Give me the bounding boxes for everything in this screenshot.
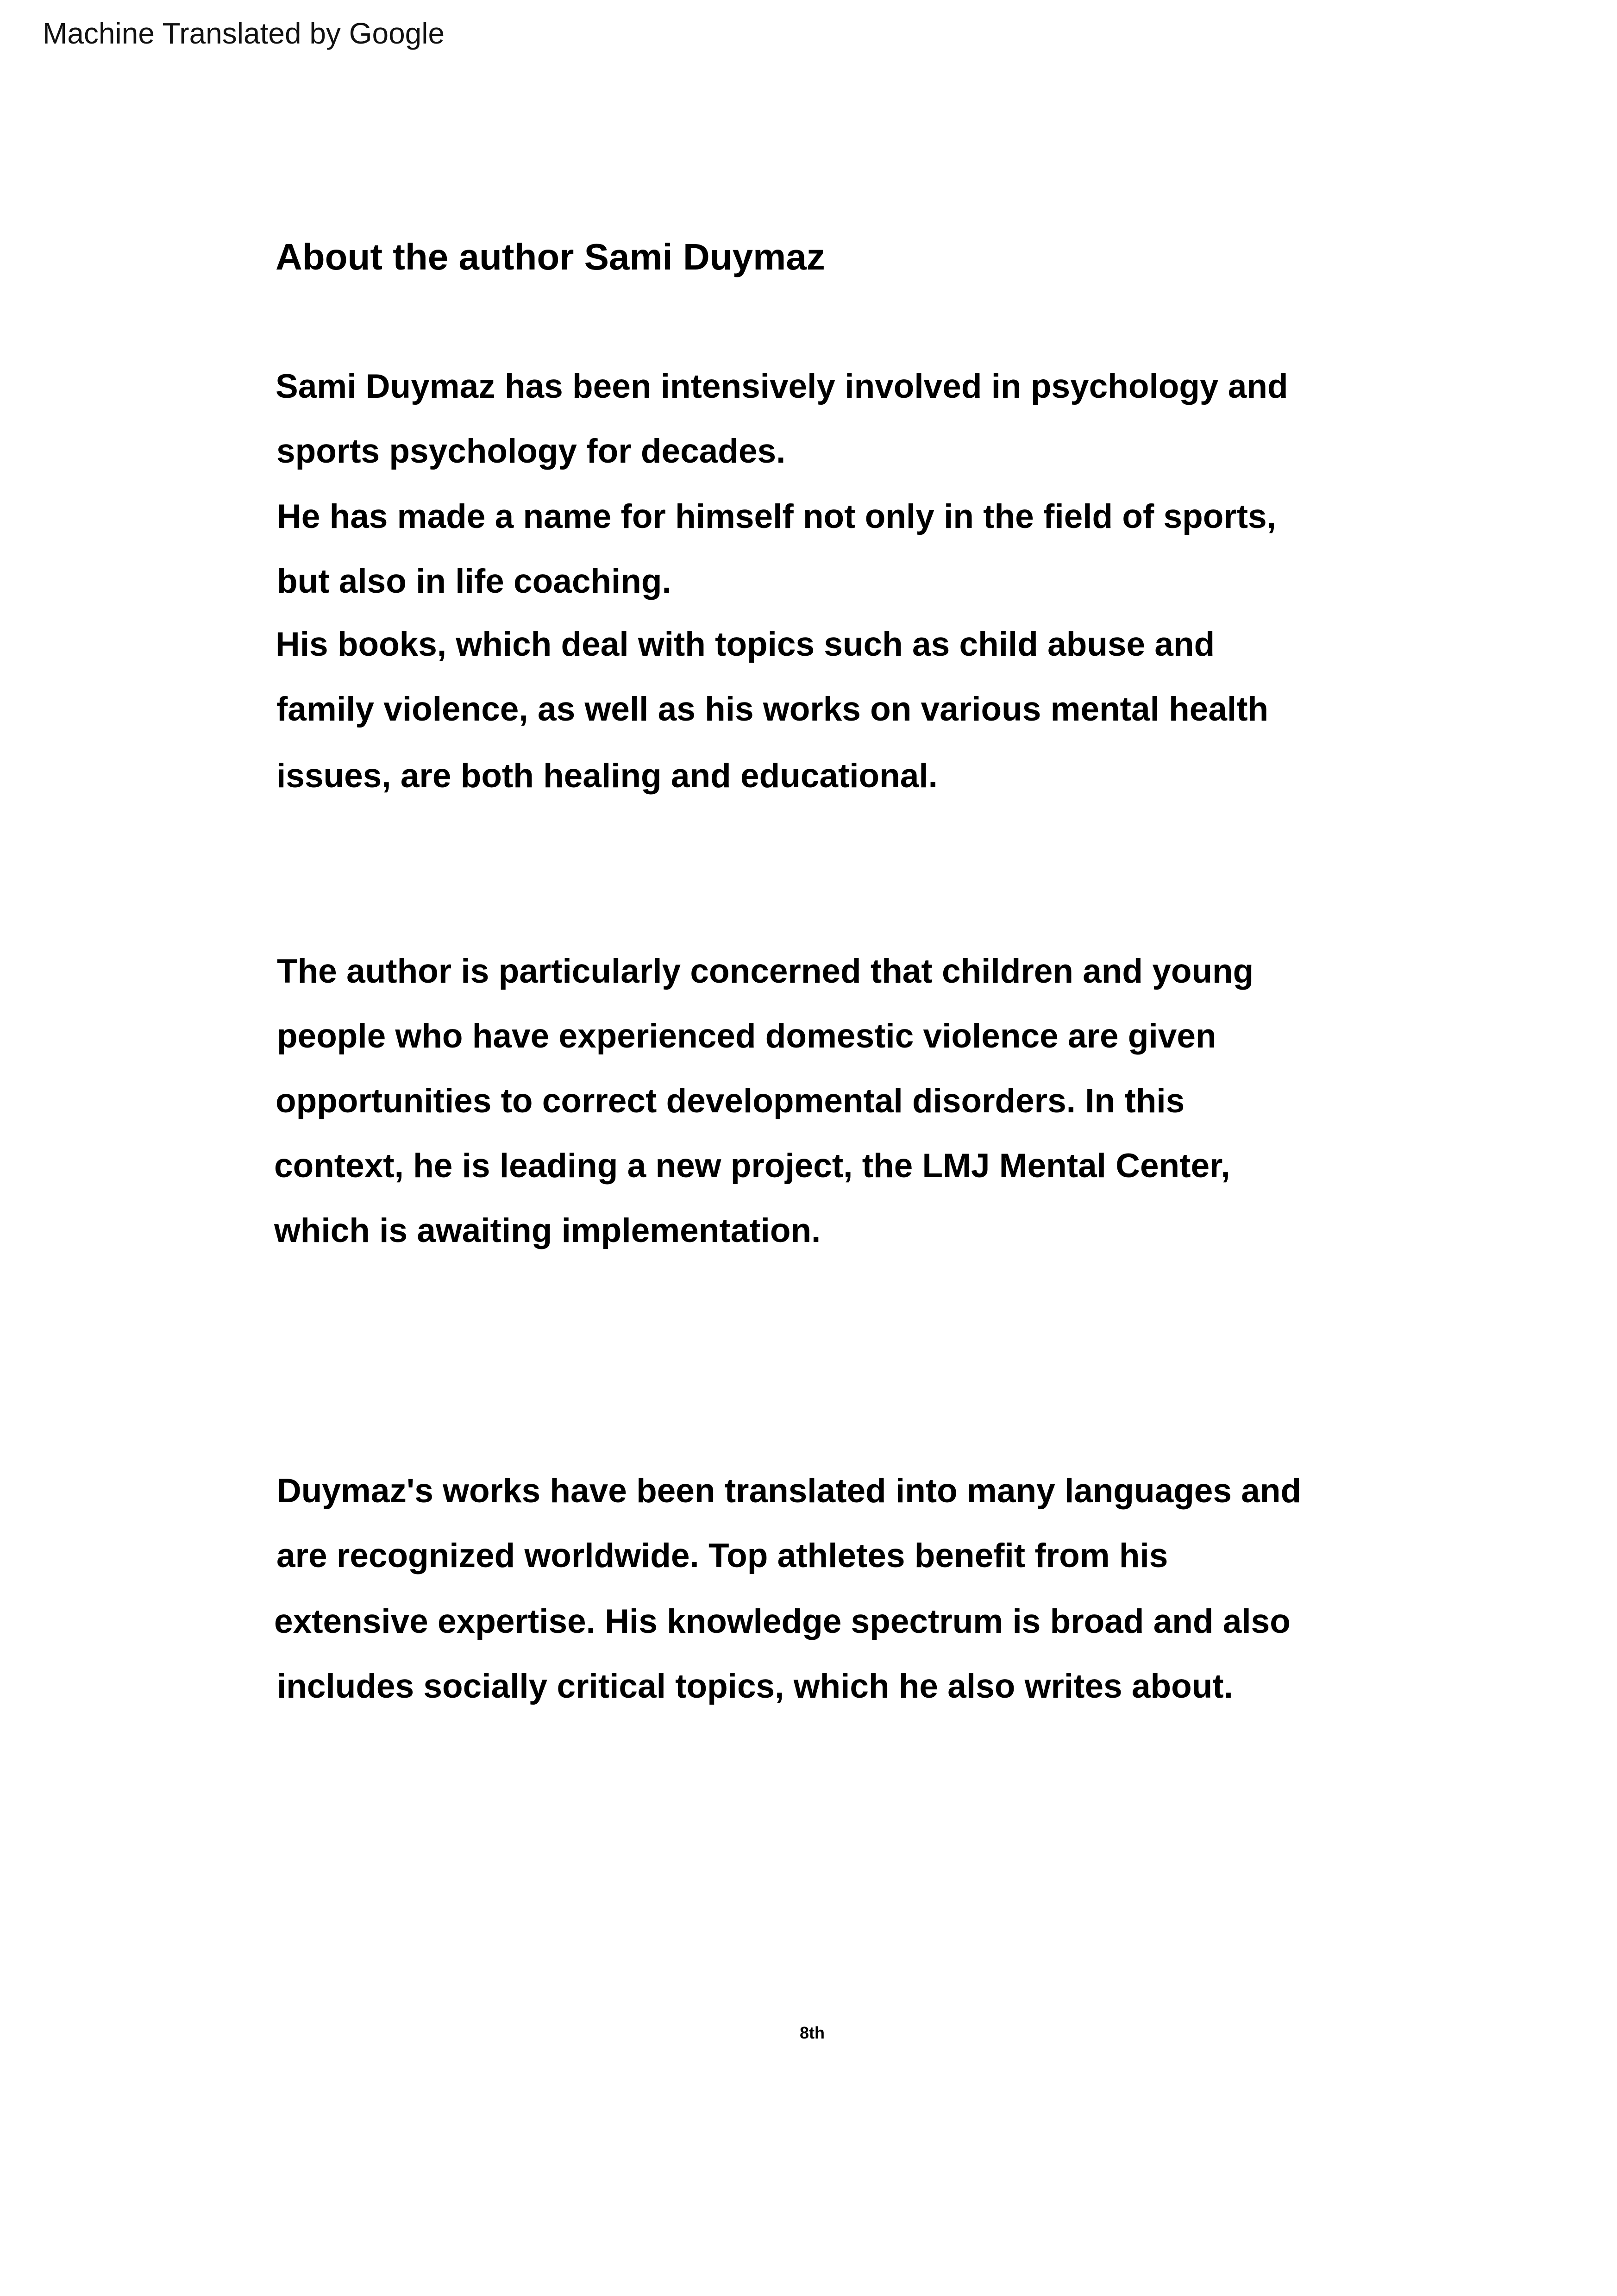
page-number: 8th: [800, 2023, 825, 2042]
paragraph-line: people who have experienced domestic violence are given: [277, 1017, 1216, 1055]
page-title: About the author Sami Duymaz: [276, 236, 825, 277]
paragraph-line: are recognized worldwide. Top athletes benefit from his: [276, 1537, 1168, 1575]
paragraph-line: which is awaiting implementation.: [274, 1212, 821, 1249]
machine-translation-notice: Machine Translated by Google: [43, 17, 445, 50]
paragraph-line: Sami Duymaz has been intensively involved in psychology and: [276, 368, 1288, 405]
paragraph-line: includes socially critical topics, which he also writes about.: [277, 1668, 1233, 1705]
paragraph-line: The author is particularly concerned that children and young: [277, 953, 1254, 990]
paragraph-line: sports psychology for decades.: [276, 433, 786, 470]
paragraph-line: Duymaz's works have been translated into many languages and: [277, 1472, 1302, 1510]
paragraph-line: family violence, as well as his works on various mental health: [276, 690, 1269, 728]
paragraph-line: extensive expertise. His knowledge spectrum is broad and also: [274, 1603, 1291, 1640]
paragraph-line: context, he is leading a new project, the LMJ Mental Center,: [274, 1147, 1230, 1185]
paragraph-line: opportunities to correct developmental disorders. In this: [276, 1082, 1185, 1120]
paragraph-line: issues, are both healing and educational.: [276, 757, 938, 795]
paragraph-line: but also in life coaching.: [277, 563, 671, 600]
paragraph-line: He has made a name for himself not only in the field of sports,: [277, 498, 1276, 535]
paragraph-line: His books, which deal with topics such as child abuse and: [276, 626, 1215, 663]
